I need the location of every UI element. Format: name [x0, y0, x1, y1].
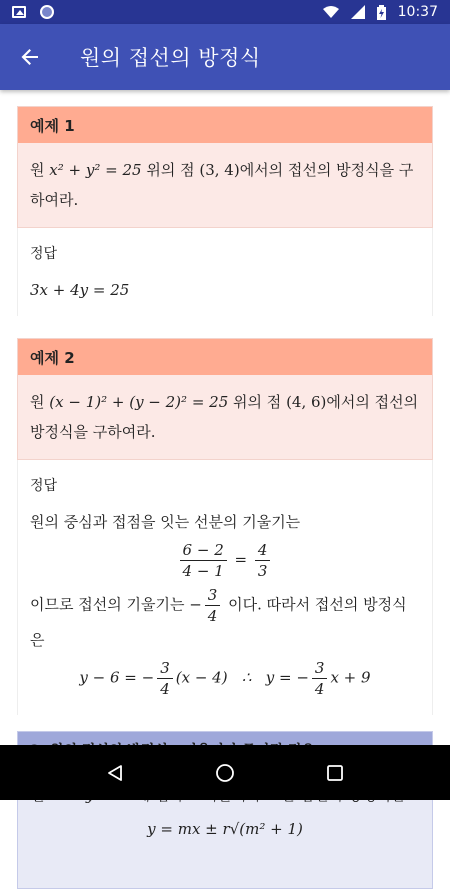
q1-mid: 위의 점 [146, 161, 195, 179]
slope-fraction-line [30, 540, 420, 581]
q2-suffix: 에서의 접선의 방정식을 구하여라. [30, 393, 419, 441]
q2-mid: 위의 점 [233, 393, 282, 411]
q1-prefix: 원 [30, 161, 45, 179]
line2-suffix: 이다. 따라서 접선의 방정식은 [30, 595, 407, 649]
example-2-question [18, 375, 432, 459]
line2-prefix: 이므로 접선의 기울기는 [30, 595, 185, 614]
nav-recents-button[interactable] [315, 753, 355, 793]
wifi-icon [323, 5, 339, 19]
q2-point: (4, 6) [286, 393, 327, 411]
q1-point: (3, 4) [199, 161, 240, 179]
final-fraction-2-den: 4 [314, 680, 325, 698]
final-right-prefix: y = − [265, 668, 309, 687]
final-fraction-1 [157, 658, 173, 699]
q2-equation: (x − 1)² + (y − 2)² = 25 [49, 393, 229, 411]
nav-home-button[interactable] [205, 753, 245, 793]
final-mid: (x − 4) [175, 668, 228, 687]
status-bar [0, 0, 450, 24]
app-bar [0, 24, 450, 90]
example-2-answer [17, 460, 433, 715]
final-equation-line [30, 658, 420, 699]
tangent-neg-sign: − [189, 595, 202, 614]
s2-formula: y = mx ± r√(m² + 1) [147, 820, 303, 838]
triangle-back-icon [106, 764, 124, 782]
page-title: 원의 접선의 방정식 [80, 46, 261, 70]
answer-2-line1: 원의 중심과 접점을 잇는 선분의 기울기는 [30, 513, 301, 531]
sync-notification-icon [40, 5, 54, 19]
nav-back-button[interactable] [95, 753, 135, 793]
q1-equation: x² + y² = 25 [49, 161, 142, 179]
final-fraction-2 [312, 658, 328, 699]
final-left: y − 6 = − [79, 668, 155, 687]
example-2-card [17, 338, 433, 460]
q2-prefix: 원 [30, 393, 45, 411]
tangent-slope-fraction [205, 585, 221, 626]
therefore-symbol: ∴ [241, 668, 252, 687]
final-fraction-1-num: 3 [157, 658, 173, 679]
slope-result-fraction [255, 540, 271, 581]
square-recents-icon [326, 764, 344, 782]
example-1-question [18, 143, 432, 227]
final-right-suffix: x + 9 [330, 668, 371, 687]
signal-icon [351, 5, 365, 19]
slope-equals: = [234, 550, 248, 569]
example-1-card [17, 106, 433, 228]
content-scroll[interactable] [0, 90, 450, 838]
battery-icon [377, 5, 386, 20]
circle-home-icon [215, 763, 235, 783]
example-2-header: 예제 2 [18, 339, 432, 375]
navigation-bar [0, 745, 450, 800]
slope-denominator: 4 − 1 [182, 562, 224, 580]
slope-result-denominator: 3 [257, 562, 268, 580]
tangent-slope-denominator: 4 [207, 607, 218, 625]
back-button[interactable] [0, 24, 60, 90]
final-fraction-2-num: 3 [312, 658, 328, 679]
answer-1-equation: 3x + 4y = 25 [30, 281, 130, 299]
tangent-slope-numerator: 3 [205, 585, 221, 606]
final-fraction-1-den: 4 [160, 680, 170, 698]
answer-2-line2 [30, 585, 420, 654]
q1-suffix: 에서의 접선의 방정식을 구하여라. [30, 161, 414, 209]
arrow-back-icon [20, 47, 40, 67]
answer-2-label: 정답 [30, 478, 58, 494]
status-time: 10:37 [397, 4, 438, 20]
example-1-answer [17, 228, 433, 316]
slope-result-numerator: 4 [255, 540, 271, 561]
answer-1-label: 정답 [30, 246, 58, 262]
example-1-header: 예제 1 [18, 107, 432, 143]
image-notification-icon [12, 6, 26, 18]
slope-numerator: 6 − 2 [180, 540, 227, 561]
slope-fraction [180, 540, 227, 581]
